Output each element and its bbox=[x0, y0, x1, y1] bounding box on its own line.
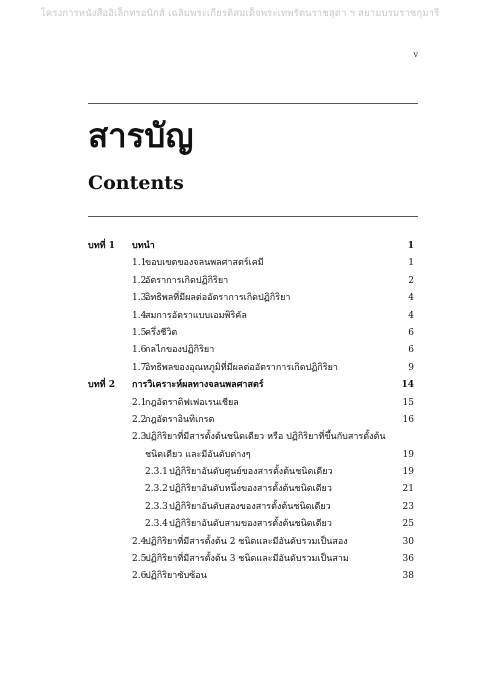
toc-entry-title: กฎอัตราดิฟเฟอเรนเชียล bbox=[145, 397, 239, 408]
toc-entry-row[interactable] bbox=[88, 412, 414, 429]
toc-entry-row[interactable] bbox=[88, 325, 414, 342]
toc-entry-title: ครึ่งชีวิต bbox=[145, 327, 178, 338]
toc-entry-title: ปฏิกิริยาที่มีสารตั้งต้นชนิดเดียว หรือ ปฏิกิริยาที่ขึ้นกับสารตั้งต้น bbox=[145, 432, 386, 443]
toc-entry-title: ปฏิกิริยาที่มีสารตั้งต้น 3 ชนิดและมีอันดับรวมเป็นสาม bbox=[145, 554, 349, 565]
toc-section-number: 2.3.4 bbox=[145, 519, 168, 530]
toc-entry-row[interactable] bbox=[88, 308, 414, 325]
toc-chapter-number: บทที่ 2 bbox=[88, 380, 115, 391]
toc-page-number: 6 bbox=[408, 327, 414, 338]
toc-entry-row[interactable] bbox=[88, 255, 414, 272]
toc-entry-row[interactable] bbox=[88, 534, 414, 551]
toc-entry-title: ปฏิกิริยาที่มีสารตั้งต้น 2 ชนิดและมีอันดับรวมเป็นสอง bbox=[145, 536, 348, 547]
toc-section-number: 2.5 bbox=[132, 554, 147, 565]
toc-page-number: 1 bbox=[408, 258, 414, 269]
toc-section-number: 1.1 bbox=[132, 258, 147, 269]
toc-page-number: 1 bbox=[407, 241, 414, 251]
toc-entry-title: ปฏิกิริยาอันดับสามของสารตั้งต้นชนิดเดียว bbox=[169, 519, 332, 530]
toc-entry-title: บทนำ bbox=[132, 241, 155, 251]
toc-entry-title: ปฏิกิริยาซับซ้อน bbox=[145, 571, 207, 582]
toc-entry-title: ชนิดเดียว และมีอันดับต่างๆ bbox=[145, 449, 251, 460]
toc-section-number: 1.3 bbox=[132, 293, 147, 304]
toc-entry-row[interactable] bbox=[88, 551, 414, 568]
toc-page-number: 16 bbox=[402, 414, 414, 425]
toc-page-number: 2 bbox=[408, 275, 414, 286]
toc-page-number: 9 bbox=[408, 362, 414, 373]
watermark-text: โครงการหนังสืออิเล็กทรอนิกส์ เฉลิมพระเกียรติสมเด็จพระเทพรัตนราชสุดา ฯ สยามบรมราชกุมารี bbox=[40, 8, 440, 19]
toc-section-number: 2.2 bbox=[132, 414, 147, 425]
toc-entry-title: กฎอัตราอินทิเกรต bbox=[145, 414, 215, 425]
toc-page-number: 23 bbox=[402, 501, 414, 512]
toc-entry-row[interactable] bbox=[88, 447, 414, 464]
toc-section-number: 1.4 bbox=[132, 310, 147, 321]
toc-page-number: 25 bbox=[402, 519, 414, 530]
toc-section-number: 1.2 bbox=[132, 275, 147, 286]
toc-entry-row[interactable] bbox=[88, 342, 414, 359]
toc-section-number: 1.6 bbox=[132, 345, 147, 356]
page-number: v bbox=[413, 50, 418, 59]
toc-entry-title: กลไกของปฏิกิริยา bbox=[145, 345, 215, 356]
toc-page-number: 6 bbox=[408, 345, 414, 356]
page-title-english: Contents bbox=[88, 172, 184, 194]
toc-section-number: 2.3.3 bbox=[145, 501, 168, 512]
toc-entry-title: การวิเคราะห์ผลทางจลนพลศาสตร์ bbox=[132, 380, 264, 391]
table-of-contents bbox=[88, 238, 414, 586]
toc-entry-row[interactable] bbox=[88, 429, 414, 446]
toc-entry-title: ปฏิกิริยาอันดับสองของสารตั้งต้นชนิดเดียว bbox=[169, 501, 331, 512]
toc-page-number: 15 bbox=[402, 397, 414, 408]
toc-entry-row[interactable] bbox=[88, 516, 414, 533]
toc-entry-row[interactable] bbox=[88, 290, 414, 307]
toc-section-number: 2.3.1 bbox=[145, 467, 168, 478]
toc-page-number: 21 bbox=[402, 484, 414, 495]
toc-entry-title: อิทธิพลของอุณหภูมิที่มีผลต่ออัตราการเกิดปฏิกิริยา bbox=[145, 362, 338, 373]
toc-entry-row[interactable] bbox=[88, 360, 414, 377]
toc-chapter-row[interactable] bbox=[88, 377, 414, 394]
toc-page-number: 36 bbox=[402, 554, 414, 565]
toc-entry-row[interactable] bbox=[88, 481, 414, 498]
page-title-thai: สารบัญ bbox=[88, 116, 194, 155]
toc-section-number: 2.3 bbox=[132, 432, 147, 443]
toc-entry-title: ปฏิกิริยาอันดับศูนย์ของสารตั้งต้นชนิดเดียว bbox=[169, 467, 333, 478]
toc-section-number: 2.3.2 bbox=[145, 484, 168, 495]
bottom-divider bbox=[88, 216, 418, 217]
toc-entry-title: ขอบเขตของจลนพลศาสตร์เคมี bbox=[145, 258, 264, 269]
toc-page-number: 19 bbox=[402, 449, 414, 460]
toc-entry-row[interactable] bbox=[88, 273, 414, 290]
toc-entry-row[interactable] bbox=[88, 568, 414, 585]
toc-section-number: 1.5 bbox=[132, 327, 147, 338]
toc-section-number: 2.6 bbox=[132, 571, 147, 582]
toc-page-number: 14 bbox=[401, 380, 414, 391]
toc-entry-title: ปฏิกิริยาอันดับหนึ่งของสารตั้งต้นชนิดเดียว bbox=[169, 484, 332, 495]
toc-page-number: 19 bbox=[402, 467, 414, 478]
toc-entry-title: สมการอัตราแบบเอมพิริคัล bbox=[145, 310, 247, 321]
toc-entry-row[interactable] bbox=[88, 464, 414, 481]
toc-chapter-number: บทที่ 1 bbox=[88, 241, 115, 251]
toc-page-number: 4 bbox=[408, 310, 414, 321]
toc-entry-title: อัตราการเกิดปฏิกิริยา bbox=[145, 275, 229, 286]
toc-section-number: 2.1 bbox=[132, 397, 147, 408]
toc-entry-row[interactable] bbox=[88, 395, 414, 412]
toc-section-number: 1.7 bbox=[132, 362, 147, 373]
toc-page-number: 4 bbox=[408, 293, 414, 304]
toc-page-number: 30 bbox=[402, 536, 414, 547]
top-divider bbox=[88, 103, 418, 104]
toc-entry-row[interactable] bbox=[88, 499, 414, 516]
toc-chapter-row[interactable] bbox=[88, 238, 414, 255]
toc-entry-title: อิทธิพลที่มีผลต่ออัตราการเกิดปฏิกิริยา bbox=[145, 293, 291, 304]
toc-page-number: 38 bbox=[402, 571, 414, 582]
toc-section-number: 2.4 bbox=[132, 536, 147, 547]
